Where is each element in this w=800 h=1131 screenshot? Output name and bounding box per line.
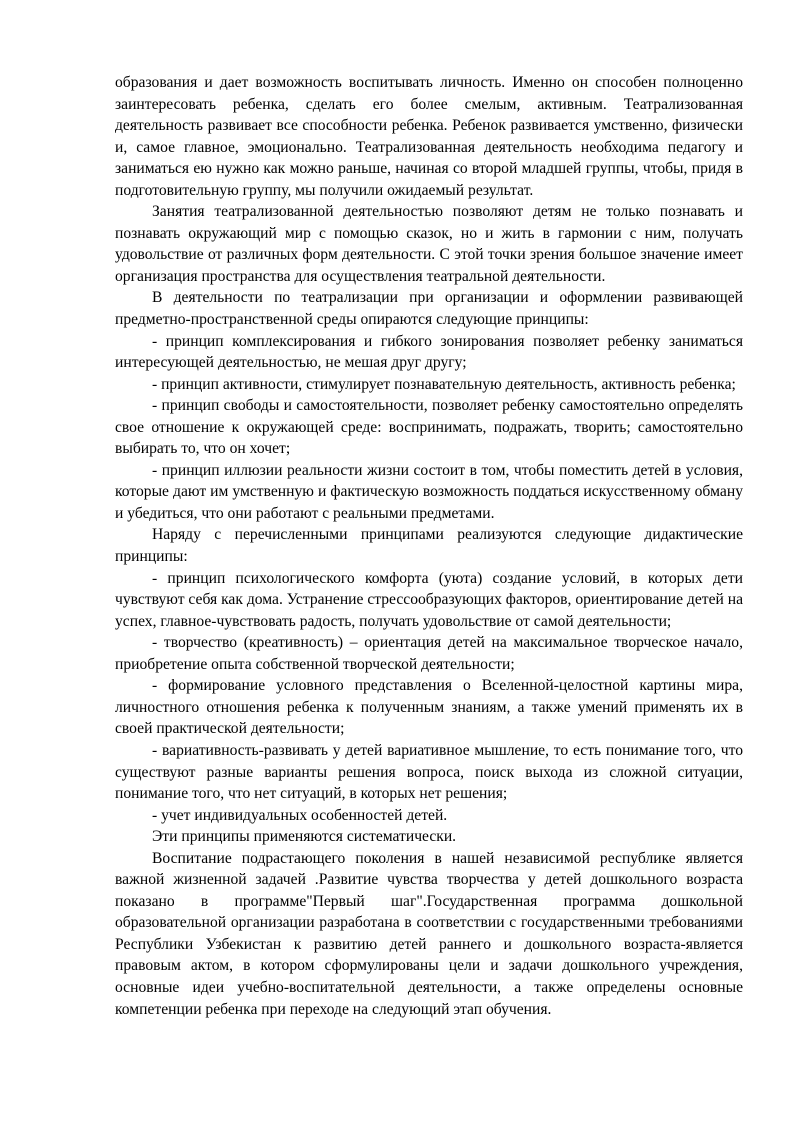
document-page [115, 72, 743, 1020]
list-item-principle-activity: - принцип активности, стимулирует познавательную деятельность, активность ребенка; [152, 375, 736, 393]
list-item-principle-illusion: - принцип иллюзии реальности жизни состоит в том, чтобы поместить детей в условия, которые дают им умственную и фактическую возможность поддаться искусственному обману и убедиться, что они работают с реальными предметами. [115, 461, 743, 522]
paragraph-principles-intro: В деятельности по театрализации при организации и оформлении развивающей предметно-пространственной среды опираются следующие принципы: [115, 289, 743, 329]
list-item-principle-freedom: - принцип свободы и самостоятельности, позволяет ребенку самостоятельно определять свое отношение к окружающей среде: воспринимать, подражать, творить; самостоятельно выбирать то, что он хочет; [115, 397, 743, 458]
list-item-creativity: - творчество (креативность) – ориентация детей на максимальное творческое начало, приобретение опыта собственной творческой деятельности; [115, 634, 743, 673]
paragraph-theatre-activities: Занятия театрализованной деятельностью позволяют детям не только познавать и познавать окружающий мир с помощью сказок, но и жить в гармонии с ним, получать удовольствие от различных форм деятельности. С этой точки зрения большое значение имеет организация пространства для осуществления театральной деятельности. [115, 203, 743, 285]
list-item-principle-zoning: - принцип комплексирования и гибкого зонирования позволяет ребенку заниматься интересующей деятельностью, не мешая друг другу; [115, 332, 743, 372]
paragraph-continuation: образования и дает возможность воспитывать личность. Именно он способен полноценно заинтересовать ребенка, сделать его более смелым, активным. Театрализованная деятельность развивает все способности ребенка. Ребенок развивается умственно, физически и, самое главное, эмоционально. Театрализованная деятельность необходима педагогу и заниматься ею нужно как можно раньше, начиная со второй младшей группы, чтобы, придя в подготовительную группу, мы получили ожидаемый результат. [115, 74, 743, 199]
paragraph-state-program: Воспитание подрастающего поколения в нашей независимой республике является важной жизненной задачей .Развитие чувства творчества у детей дошкольного возраста показано в программе"Первый шаг".Государственная программа дошкольной образовательной организации разработана в соответствии с государственными требованиями Республики Узбекистан к развитию детей раннего и дошкольного возраста-является правовым актом, в котором сформулированы цели и задачи дошкольного учреждения, основные идеи учебно-воспитательной деятельности, а также определены основные компетенции ребенка при переходе на следующий этап обучения. [115, 849, 743, 1018]
paragraph-systematic: Эти принципы применяются систематически. [152, 828, 457, 846]
list-item-variability: - вариативность-развивать у детей вариативное мышление, то есть понимание того, что существуют разные варианты решения вопроса, поиск выхода из сложной ситуации, понимание того, что нет ситуаций, в которых нет решения; [115, 741, 743, 803]
list-item-individual-features: - учет индивидуальных особенностей детей. [152, 806, 448, 824]
paragraph-didactic-intro: Наряду с перечисленными принципами реализуются следующие дидактические принципы: [115, 526, 743, 566]
list-item-psychological-comfort: - принцип психологического комфорта (уюта) создание условий, в которых дети чувствуют себя как дома. Устранение стрессообразующих факторов, ориентирование детей на успех, главное-чувствовать радость, получать удовольствие от самой деятельности; [115, 569, 743, 630]
list-item-world-picture: - формирование условного представления о Вселенной-целостной картины мира, личностного отношения ребенка к полученным знаниям, а также умений применять их в своей практической деятельности; [115, 677, 743, 738]
